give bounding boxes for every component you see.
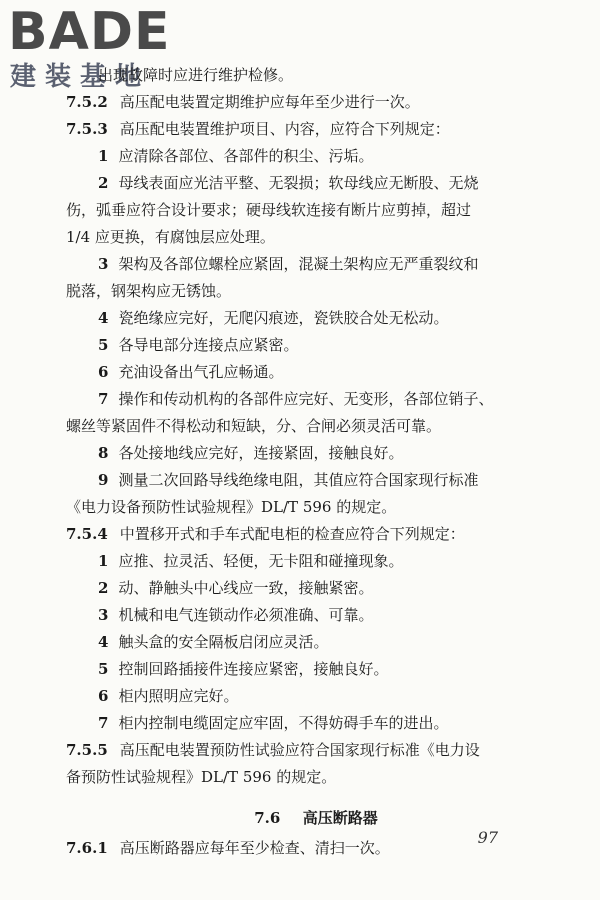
text-line: [66, 494, 566, 521]
item-number: 9: [98, 471, 109, 489]
item-number: 4: [98, 309, 109, 327]
section-title: 高压断路器: [302, 809, 378, 827]
item-number: 6: [98, 363, 109, 381]
line-text: 柜内照明应完好。: [118, 687, 239, 705]
text-line: [66, 170, 566, 197]
item-number: 2: [98, 174, 109, 192]
line-text: 1/4 应更换，有腐蚀层应处理。: [66, 228, 275, 246]
item-number: 7.5.5: [66, 741, 108, 759]
text-line: [66, 683, 566, 710]
logo-text: BADE: [8, 2, 171, 62]
item-number: 6: [98, 687, 109, 705]
page-number: 97: [477, 828, 498, 847]
logo-subtitle: 建装基地: [10, 62, 151, 92]
item-number: 7.5.2: [66, 93, 108, 111]
text-line: [66, 224, 566, 251]
line-text: 《电力设备预防性试验规程》DL/T 596 的规定。: [66, 498, 397, 516]
item-number: 8: [98, 444, 109, 462]
text-line: [66, 278, 566, 305]
item-number: 5: [98, 336, 109, 354]
line-text: 各导电部分连接点应紧密。: [118, 336, 299, 354]
item-number: 1: [98, 147, 109, 165]
item-number: 3: [98, 255, 109, 273]
line-text: 操作和传动机构的各部件应完好、无变形，各部位销子、: [118, 390, 494, 408]
item-number: 2: [98, 579, 109, 597]
line-text: 架构及各部位螺栓应紧固，混凝土架构应无严重裂纹和: [118, 255, 479, 273]
line-text: 母线表面应光洁平整、无裂损；软母线应无断股、无烧: [118, 174, 479, 192]
line-text: 测量二次回路导线绝缘电阻，其值应符合国家现行标准: [118, 471, 479, 489]
section-number: 7.6: [254, 809, 281, 827]
item-number: 7.5.3: [66, 120, 108, 138]
text-line: [66, 89, 566, 116]
item-number: 3: [98, 606, 109, 624]
line-text: 应清除各部位、各部件的积尘、污垢。: [118, 147, 374, 165]
line-text: 机械和电气连锁动作必须准确、可靠。: [118, 606, 374, 624]
text-line: [66, 440, 566, 467]
text-line: [66, 116, 566, 143]
item-number: 7.6.1: [66, 839, 108, 857]
item-number: 7: [98, 714, 109, 732]
line-text: 控制回路插接件连接应紧密，接触良好。: [118, 660, 389, 678]
text-line: [66, 575, 566, 602]
line-text: 伤，弧垂应符合设计要求；硬母线软连接有断片应剪掉，超过: [66, 201, 472, 219]
text-line: [66, 413, 566, 440]
text-line: [66, 602, 566, 629]
item-number: 7: [98, 390, 109, 408]
line-text: 充油设备出气孔应畅通。: [118, 363, 284, 381]
text-line: [66, 656, 566, 683]
paragraph-lines: [66, 62, 566, 791]
text-line: [66, 737, 566, 764]
text-line: [66, 62, 566, 89]
line-text: 动、静触头中心线应一致，接触紧密。: [118, 579, 374, 597]
line-text: 高压配电装置维护项目、内容，应符合下列规定：: [119, 120, 450, 138]
line-text: 中置移开式和手车式配电柜的检查应符合下列规定：: [119, 525, 465, 543]
text-line: [66, 305, 566, 332]
text-line: [66, 467, 566, 494]
text-line: [66, 197, 566, 224]
line-text: 高压断路器应每年至少检查、清扫一次。: [119, 839, 390, 857]
line-text: 触头盒的安全隔板启闭应灵活。: [118, 633, 329, 651]
line-text: 柜内控制电缆固定应牢固，不得妨碍手车的进出。: [118, 714, 449, 732]
text-line: [66, 629, 566, 656]
text-line: [66, 143, 566, 170]
line-text: 脱落，钢架构应无锈蚀。: [66, 282, 232, 300]
text-line: [66, 764, 566, 791]
text-line: [66, 332, 566, 359]
line-text: 瓷绝缘应完好，无爬闪痕迹，瓷铁胶合处无松动。: [118, 309, 449, 327]
line-text: 高压配电装置预防性试验应符合国家现行标准《电力设: [119, 741, 480, 759]
item-number: 5: [98, 660, 109, 678]
text-line: [66, 710, 566, 737]
text-line: [66, 359, 566, 386]
item-number: 4: [98, 633, 109, 651]
line-text: 应推、拉灵活、轻便，无卡阻和碰撞现象。: [118, 552, 404, 570]
item-number: 7.5.4: [66, 525, 108, 543]
line-text: 备预防性试验规程》DL/T 596 的规定。: [66, 768, 337, 786]
line-text: 各处接地线应完好，连接紧固，接触良好。: [118, 444, 404, 462]
line-text: 出现故障时应进行维护检修。: [98, 66, 294, 84]
line-text: 螺丝等紧固件不得松动和短缺，分、合闸必须灵活可靠。: [66, 417, 442, 435]
line-text: 高压配电装置定期维护应每年至少进行一次。: [119, 93, 420, 111]
text-line: [66, 548, 566, 575]
text-line: [66, 251, 566, 278]
text-line: [66, 386, 566, 413]
text-line: [66, 521, 566, 548]
document-body: [66, 62, 566, 862]
item-number: 1: [98, 552, 109, 570]
